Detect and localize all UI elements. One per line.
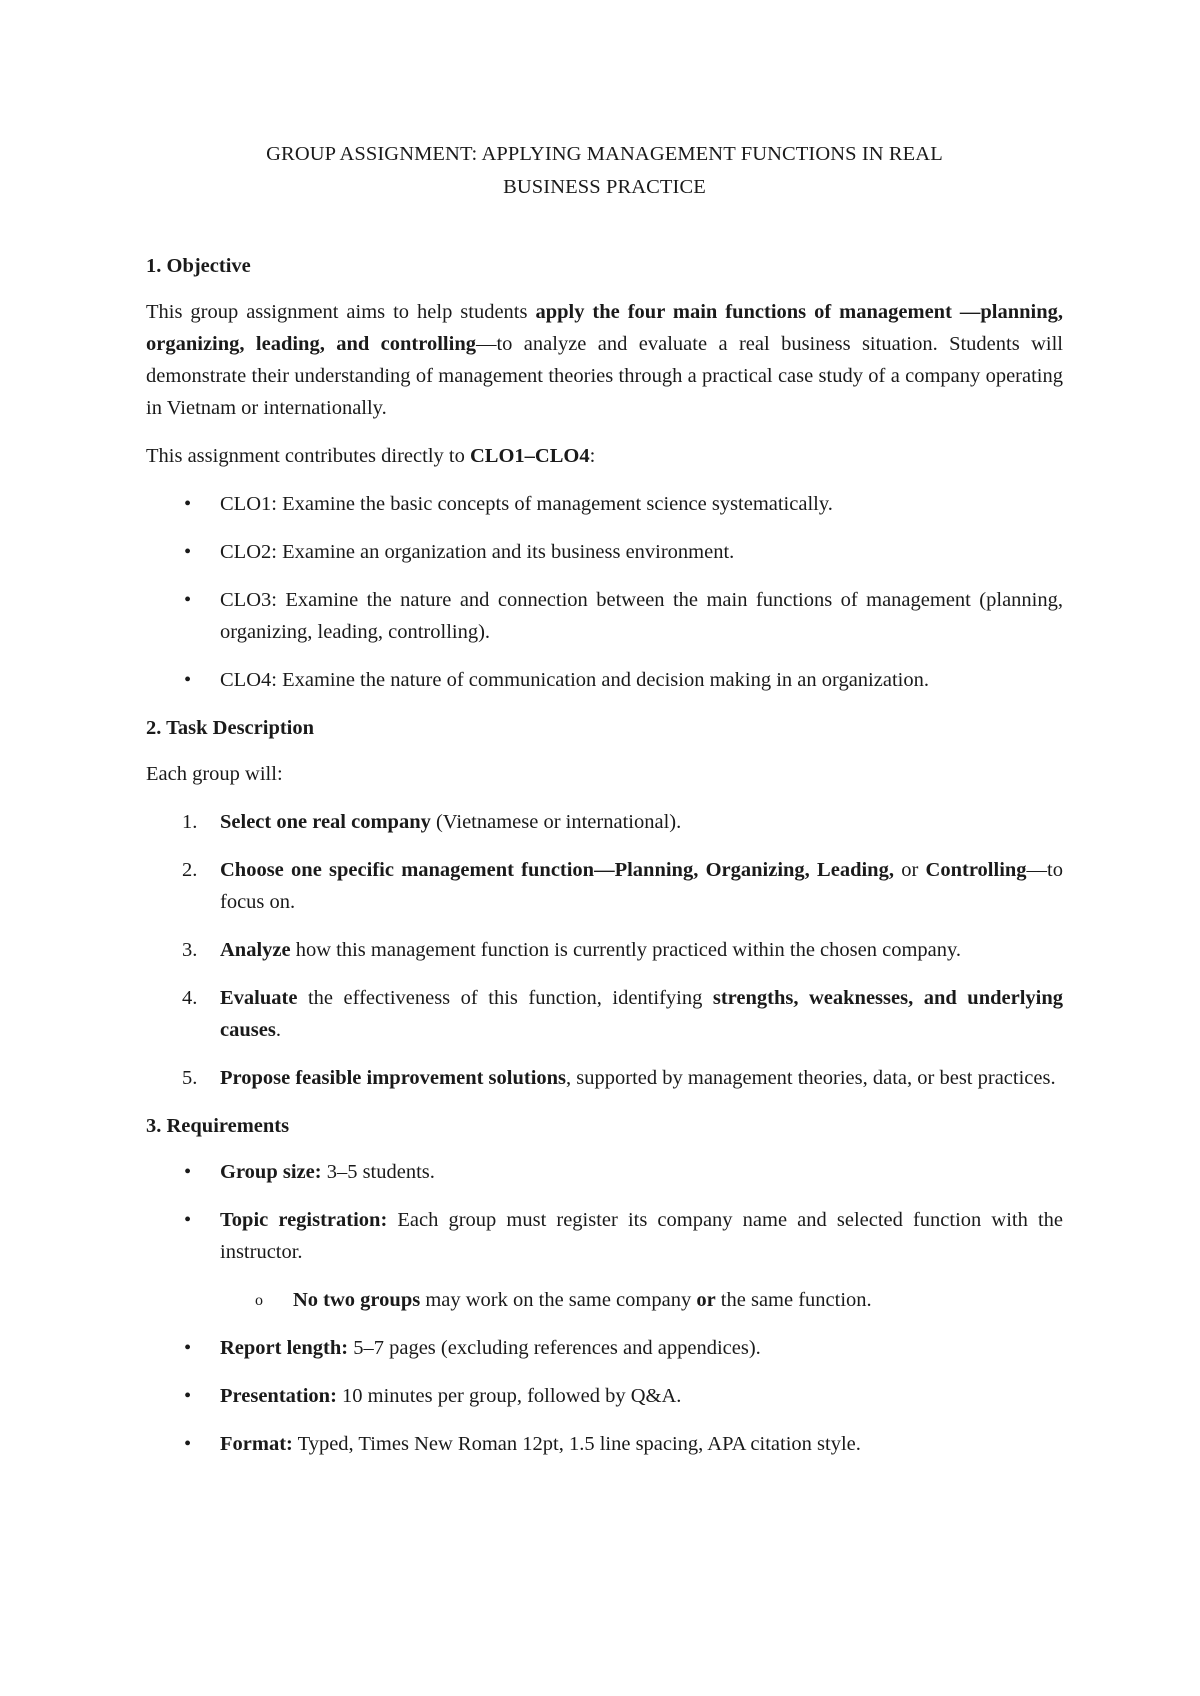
title-line-1: GROUP ASSIGNMENT: APPLYING MANAGEMENT FUNCTIONS IN REAL (266, 143, 943, 165)
task-intro: Each group will: (146, 763, 283, 785)
objective-heading: 1. Objective (146, 255, 251, 277)
task-number: 2. (182, 859, 198, 881)
title-line-2: BUSINESS PRACTICE (503, 176, 706, 198)
task-item: 3. Analyze how this management function is currently practiced within the chosen company. (146, 934, 1063, 966)
requirement-item: • Format: Typed, Times New Roman 12pt, 1.5 line spacing, APA citation style. (146, 1428, 1063, 1460)
task-number: 1. (182, 811, 198, 833)
requirement-sub-list (220, 1284, 1063, 1316)
requirements-list (146, 1156, 1063, 1460)
task-number: 4. (182, 987, 198, 1009)
clo-item: • CLO1: Examine the basic concepts of management science systematically. (146, 488, 1063, 520)
task-number: 5. (182, 1067, 198, 1089)
clo-item: • CLO4: Examine the nature of communication and decision making in an organization. (146, 664, 1063, 696)
task-item: 1. Select one real company (Vietnamese or international). (146, 806, 1063, 838)
requirement-sub-item: o No two groups may work on the same company or the same function. (220, 1284, 1063, 1316)
document-title (146, 138, 1063, 204)
clo-intro-paragraph: This assignment contributes directly to CLO1–CLO4: (146, 445, 596, 467)
task-item: 5. Propose feasible improvement solutions, supported by management theories, data, or best practices. (146, 1062, 1063, 1094)
clo-item: • CLO2: Examine an organization and its business environment. (146, 536, 1063, 568)
clo-list (146, 488, 1063, 696)
task-list (146, 806, 1063, 1094)
requirement-item: • Presentation: 10 minutes per group, followed by Q&A. (146, 1380, 1063, 1412)
task-item: 4. Evaluate the effectiveness of this function, identifying strengths, weaknesses, and underlying causes. (146, 982, 1063, 1046)
task-number: 3. (182, 939, 198, 961)
task-item: 2. Choose one specific management function—Planning, Organizing, Leading, or Controlling—to focus on. (146, 854, 1063, 918)
objective-paragraph: This group assignment aims to help students apply the four main functions of management —planning, organizing, leading, and controlling—to analyze and evaluate a real business situation. Students will demonstrate their understanding of management theories through a practical case study of a company operating in Vietnam or internationally. (146, 301, 1063, 419)
requirement-item: • Topic registration: Each group must register its company name and selected function with the instructor. o No two groups may work on the same company or the same function. (146, 1204, 1063, 1316)
task-heading: 2. Task Description (146, 717, 315, 739)
requirement-item: • Report length: 5–7 pages (excluding references and appendices). (146, 1332, 1063, 1364)
requirement-item: • Group size: 3–5 students. (146, 1156, 1063, 1188)
clo-item: • CLO3: Examine the nature and connection between the main functions of management (planning, organizing, leading, controlling). (146, 584, 1063, 648)
requirements-heading: 3. Requirements (146, 1115, 290, 1137)
